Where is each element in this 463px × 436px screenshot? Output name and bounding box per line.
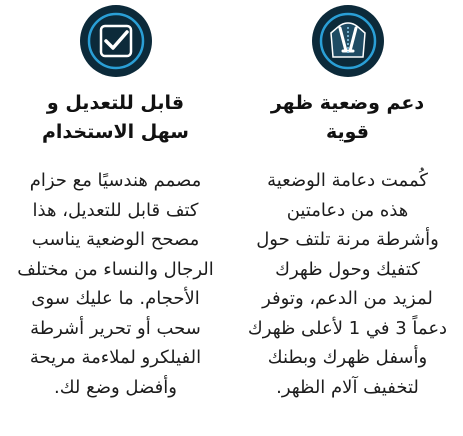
title-line: قابل للتعديل و	[46, 92, 185, 114]
description-line: وأشرطة مرنة تلتف حول	[256, 229, 439, 250]
description-line: مصحح الوضعية يناسب	[31, 229, 200, 250]
checkmark-icon	[86, 11, 146, 71]
description-line: الرجال والنساء من مختلف	[17, 258, 214, 280]
description-line: كُممت دعامة الوضعية	[267, 170, 428, 191]
description-line: سحب أو تحرير أشرطة	[30, 317, 201, 339]
description-line: وأفضل وضع لك.	[54, 376, 177, 398]
feature-back-support	[232, 0, 463, 436]
description-line: لتخفيف آلام الظهر.	[276, 376, 419, 398]
feature-title	[8, 89, 223, 147]
feature-description	[5, 166, 227, 402]
posture-brace-icon	[318, 11, 378, 71]
checkmark-badge	[80, 5, 152, 77]
title-line: قوية	[325, 121, 369, 143]
title-line: دعم وضعية ظهر	[270, 92, 425, 114]
description-line: الفيلكرو لملاءمة مريحة	[29, 347, 202, 368]
posture-badge	[312, 5, 384, 77]
description-line: كتف قابل للتعديل، هذا	[32, 199, 199, 221]
description-line: هذه من دعامتين	[286, 199, 409, 221]
description-line: لمزيد من الدعم، وتوفر	[262, 288, 433, 309]
feature-title	[240, 89, 455, 147]
description-line: الأحجام. ما عليك سوى	[31, 288, 200, 309]
description-line: مصمم هندسيًا مع حزام	[29, 170, 202, 191]
feature-description	[237, 166, 459, 402]
description-line: كتفيك وحول ظهرك	[275, 258, 420, 280]
title-line: سهل الاستخدام	[41, 121, 189, 143]
description-line: دعماً 3 في 1 لأعلى ظهرك	[247, 317, 448, 339]
description-line: وأسفل ظهرك وبطنك	[267, 347, 428, 368]
feature-adjustable	[0, 0, 231, 436]
